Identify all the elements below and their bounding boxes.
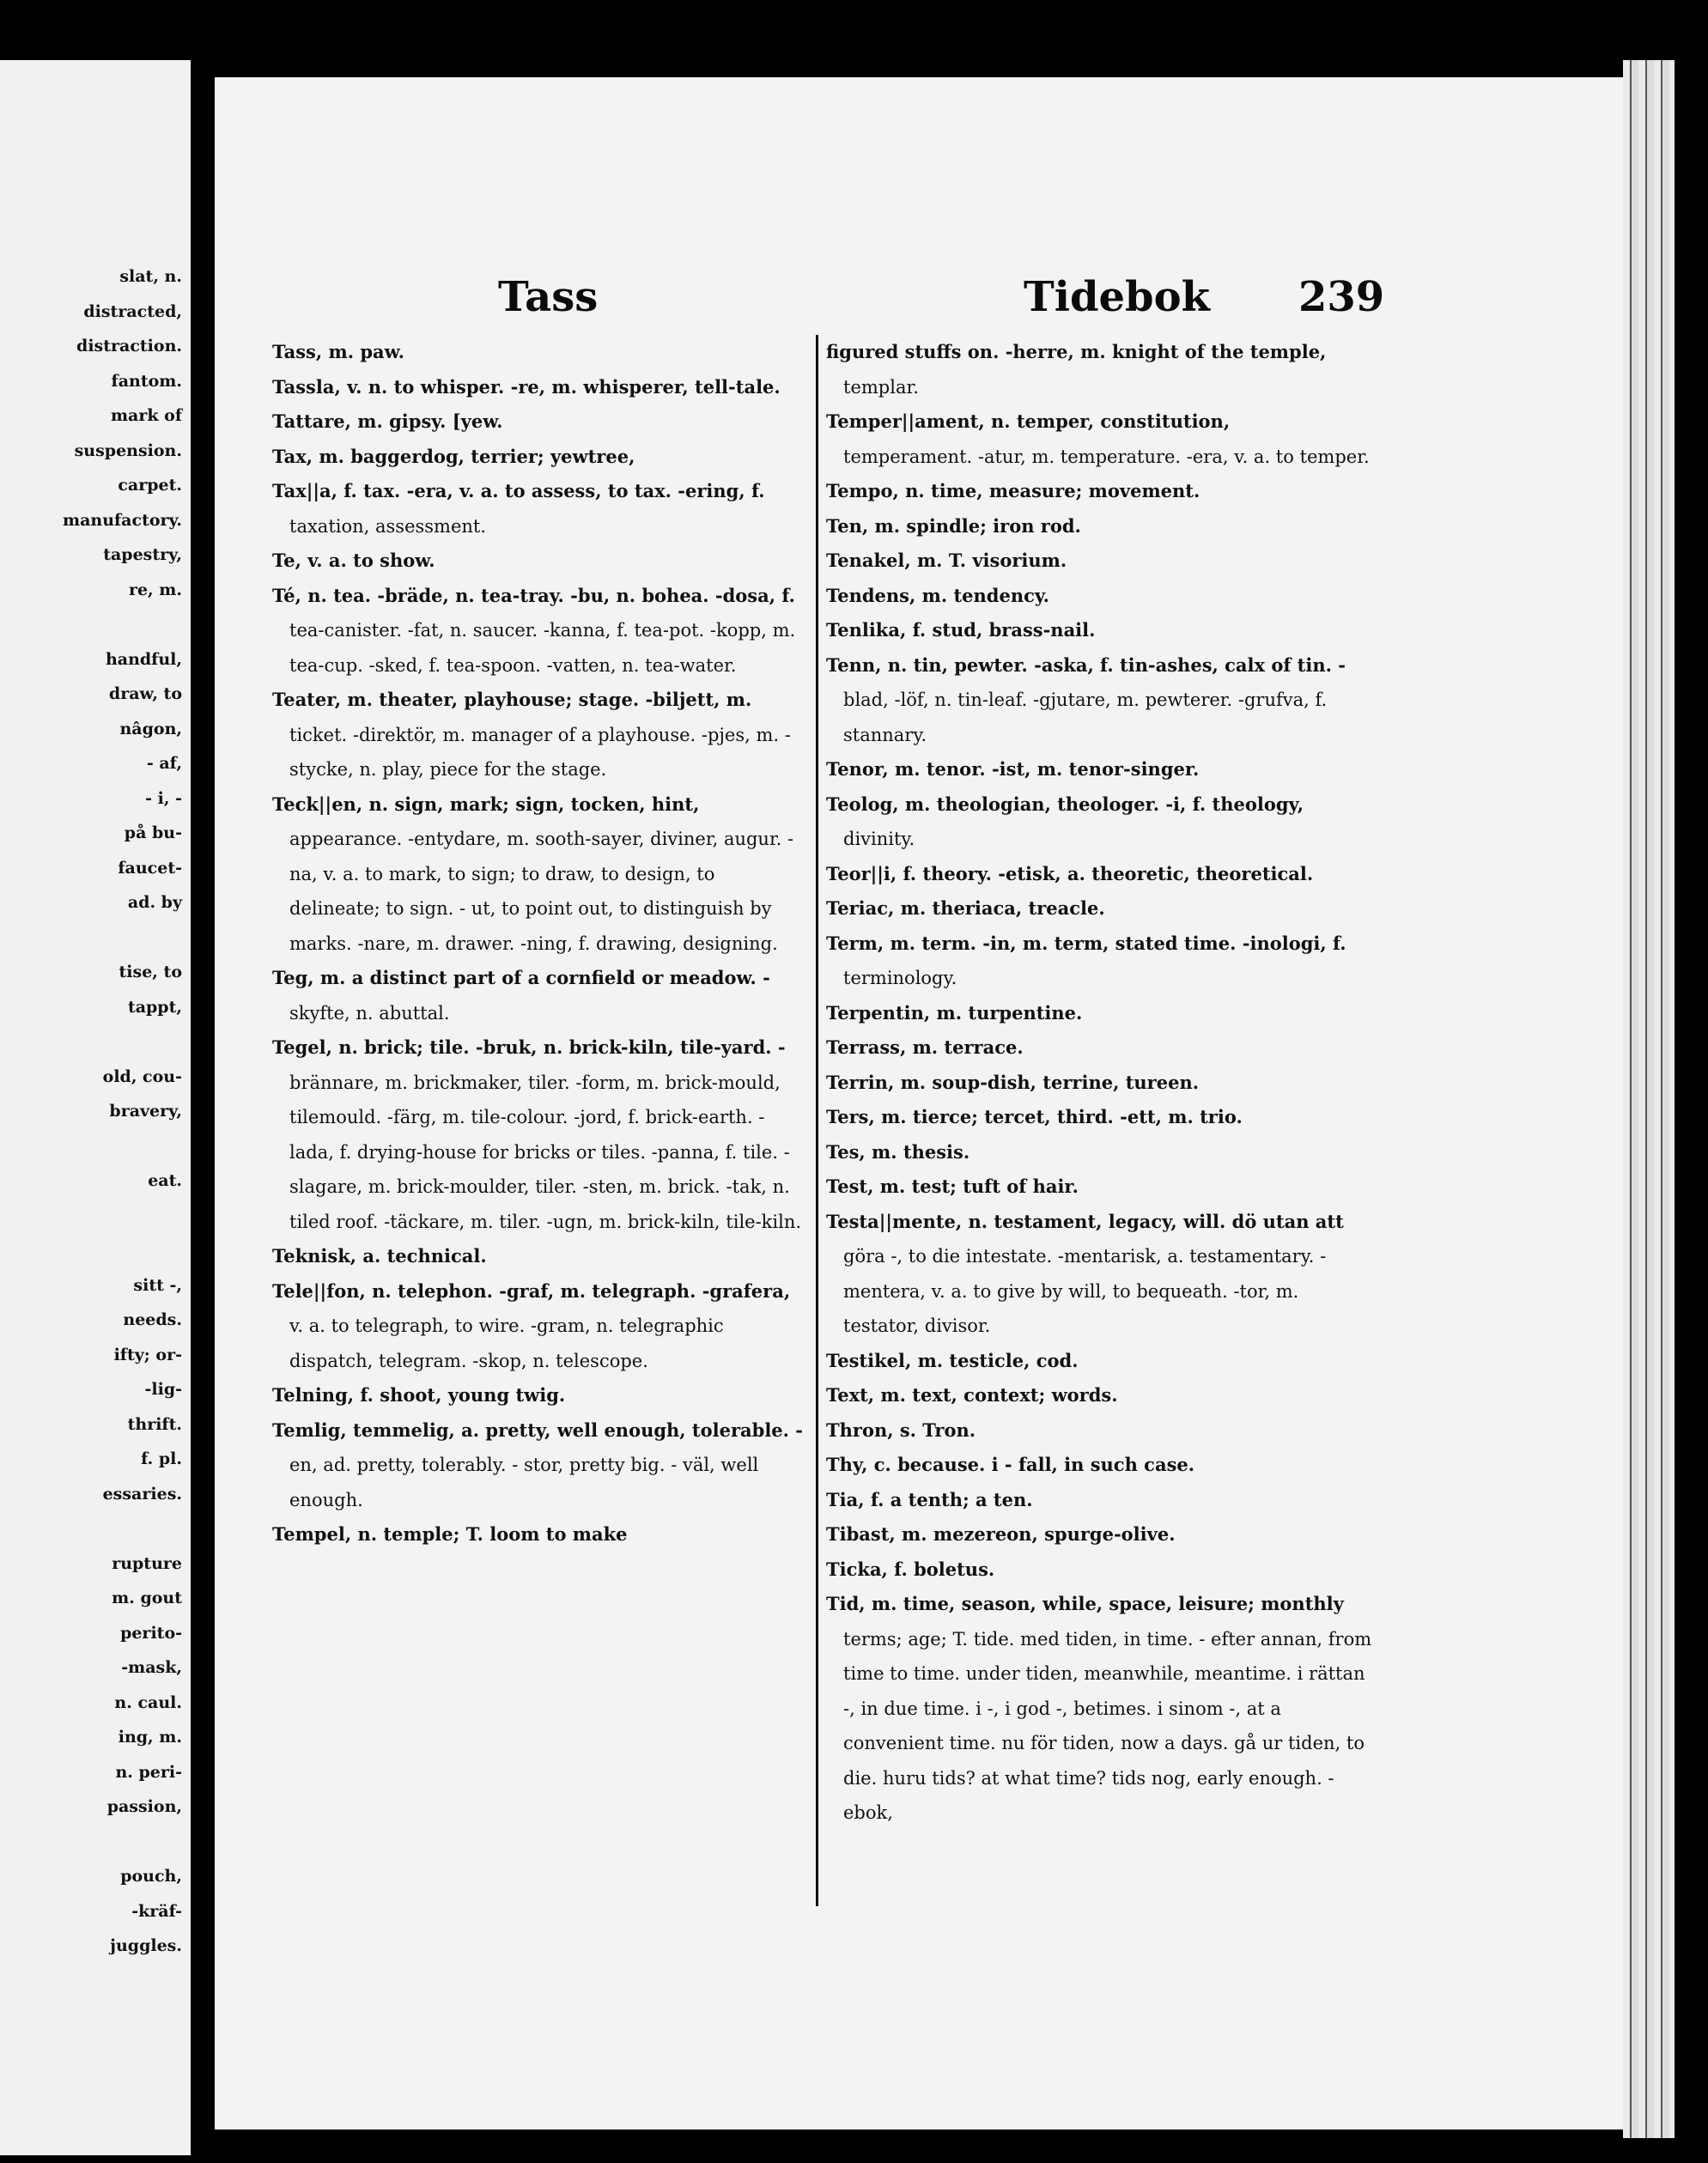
dictionary-entry: Terrin, m. soup-dish, terrine, tureen. [826,1071,1200,1093]
fragment-line: ing, m. [118,1728,182,1747]
fragment-line [2,607,182,642]
dictionary-entry: Temper||ament, n. temper, constitution, temperament. -atur, m. temperature. -era, v. a. to temper. [826,410,1370,467]
fragment-line: pouch, [120,1867,182,1886]
fragment-line: passion, [106,1797,182,1816]
fragment-line: sitt -, [133,1275,182,1295]
dictionary-entry: Tass, m. paw. [272,341,404,362]
book-gutter [191,0,215,2163]
dictionary-entry: Té, n. tea. -bräde, n. tea-tray. -bu, n. bohea. -dosa, f. tea-canister. -fat, n. saucer. -kanna, f. tea-pot. -kopp, m. tea-cup. -sked, f. tea-spoon. -vatten, n. tea-water. [272,584,796,676]
dictionary-entry: Tenakel, m. T. visorium. [826,550,1067,571]
fragment-line: faucet- [118,858,182,878]
dictionary-entry: Temlig, temmelig, a. pretty, well enough, tolerable. -en, ad. pretty, tolerably. - stor, pretty big. - väl, well enough. [272,1419,803,1510]
dictionary-entry: Tes, m. thesis. [826,1140,970,1163]
fragment-line: eat. [148,1171,182,1190]
dictionary-entry: Teolog, m. theologian, theologer. -i, f. theology, divinity. [826,793,1304,849]
fragment-line: essaries. [102,1484,182,1504]
fragment-line: perito- [120,1623,182,1643]
column-divider [816,335,818,1906]
dictionary-entry: Tassla, v. n. to whisper. -re, m. whisperer, tell-tale. [272,375,781,398]
dictionary-entry: Tid, m. time, season, while, space, leisure; monthly terms; age; T. tide. med tiden, in time. - efter annan, from time to time. under tiden, meanwhile, meantime. i rättan -, in due time. i -, i god -, betimes. i sinom -, at a convenient time. nu för tiden, now a days. gå ur tiden, to die. huru tids? at what time? tids nog, early enough. -ebok, [826,1593,1372,1823]
dictionary-entry: Terpentin, m. turpentine. [826,1001,1083,1024]
fragment-line: old, cou- [102,1066,182,1086]
fragment-line: n. caul. [114,1692,182,1712]
dictionary-entry: Text, m. text, context; words. [826,1384,1118,1406]
fragment-line: carpet. [118,476,182,495]
fragment-line: n. peri- [115,1762,182,1782]
fragment-line: re, m. [128,580,182,599]
fragment-line: - af, [146,754,182,773]
fragment-line [2,1199,182,1234]
dictionary-entry: Terrass, m. terrace. [826,1036,1024,1058]
fragment-line: nâgon, [119,719,182,738]
dictionary-entry: Thy, c. because. i - fall, in such case. [826,1454,1195,1475]
fragment-line: bravery, [109,1102,182,1121]
fragment-line: ad. by [127,893,182,912]
fragment-line: thrift. [127,1414,182,1434]
dictionary-entry: Tax||a, f. tax. -era, v. a. to assess, to tax. -ering, f. taxation, assessment. [272,480,765,537]
dictionary-entry: Tia, f. a tenth; a ten. [826,1488,1033,1510]
dictionary-entry: Term, m. term. -in, m. term, stated time. -inologi, f. terminology. [826,932,1346,988]
fragment-line [2,1825,182,1860]
fragment-line [2,1129,182,1164]
dictionary-entry: figured stuffs on. -herre, m. knight of the temple, templar. [826,341,1327,398]
dictionary-entry: Ten, m. spindle; iron rod. [826,514,1081,537]
dictionary-entry: Tendens, m. tendency. [826,584,1049,606]
dictionary-entry: Testa||mente, n. testament, legacy, will. dö utan att göra -, to die intestate. -mentarisk, a. testamentary. -mentera, v. a. to give by will, to bequeath. -tor, m. testator, divisor. [826,1210,1344,1336]
fragment-line: distracted, [83,301,182,321]
dictionary-entry: Tibast, m. mezereon, spurge-olive. [826,1523,1176,1545]
running-head [215,273,1623,325]
dictionary-entry: Tempo, n. time, measure; movement. [826,480,1200,501]
fragment-line: m. gout [112,1589,182,1607]
fragment-line: mark of [110,406,182,425]
dictionary-entry: Tax, m. baggerdog, terrier; yewtree, [272,445,635,467]
dictionary-entry: Tenn, n. tin, pewter. -aska, f. tin-ashes, calx of tin. -blad, -löf, n. tin-leaf. -gjutare, m. pewterer. -grufva, f. stannary. [826,653,1346,745]
dictionary-entry: Teknisk, a. technical. [272,1245,487,1267]
fragment-line: needs. [123,1310,182,1329]
fragment-line: f. pl. [141,1449,182,1468]
fragment-line: slat, n. [119,267,182,286]
fragment-line: handful, [105,649,182,669]
dictionary-entry: Ticka, f. boletus. [826,1558,995,1580]
fragment-line: juggles. [110,1936,182,1955]
fragment-line [2,1233,182,1268]
fragment-line: distraction. [76,337,182,355]
fragment-line: rupture [112,1553,182,1573]
fragment-line: tapestry, [103,545,182,564]
dictionary-entry: Tenor, m. tenor. -ist, m. tenor-singer. [826,758,1200,780]
fragment-line: tappt, [127,997,182,1017]
dictionary-entry: Teg, m. a distinct part of a cornfield or meadow. -skyfte, n. abuttal. [272,967,770,1024]
fragment-line [2,920,182,956]
dictionary-entry: Ters, m. tierce; tercet, third. -ett, m. trio. [826,1106,1243,1127]
fragment-line [2,1511,182,1546]
dictionary-entry: Test, m. test; tuft of hair. [826,1176,1079,1197]
facing-page-fragments [2,259,182,1964]
dictionary-entry: Tenlika, f. stud, brass-nail. [826,619,1096,641]
running-head-left-word: Tass [498,273,599,321]
dictionary-entry: Tattare, m. gipsy. [yew. [272,410,503,432]
fragment-line: draw, to [108,684,182,703]
dictionary-entry: Tegel, n. brick; tile. -bruk, n. brick-kiln, tile-yard. -brännare, m. brickmaker, tiler. -form, m. brick-mould, tilemould. -färg, m. tile-colour. -jord, f. brick-earth. -lada, f. drying-house for bricks or tiles. -panna, f. tile. -slagare, m. brick-moulder, tiler. -sten, m. brick. -tak, n. tiled roof. -täckare, m. tiler. -ugn, m. brick-kiln, tile-kiln. [272,1036,802,1232]
dictionary-page [215,77,1623,2130]
dictionary-entry: Testikel, m. testicle, cod. [826,1349,1079,1371]
fragment-line: -lig- [144,1380,182,1399]
fragment-line: manufactory. [62,510,182,530]
fragment-line: -kräf- [131,1901,182,1921]
dictionary-entry: Tele||fon, n. telephon. -graf, m. telegraph. -grafera, v. a. to telegraph, to wire. -gram, n. telegraphic dispatch, telegram. -skop, n. telescope. [272,1279,791,1371]
fragment-line: -mask, [121,1658,182,1677]
dictionary-entry: Tempel, n. temple; T. loom to make [272,1523,628,1545]
fragment-line: tise, to [119,963,182,981]
fragment-line: fantom. [111,371,182,391]
page-edges [1623,60,1675,2138]
page-number: 239 [1298,273,1385,321]
fragment-line: suspension. [74,440,182,460]
dictionary-entry: Teriac, m. theriaca, treacle. [826,897,1105,919]
fragment-line: ifty; or- [113,1345,182,1364]
dictionary-entry: Te, v. a. to show. [272,550,435,571]
dictionary-entry: Thron, s. Tron. [826,1419,976,1441]
entries-column-right [826,335,1376,1831]
dictionary-entry: Teck||en, n. sign, mark; sign, tocken, hint, appearance. -entydare, m. sooth-sayer, diviner, augur. -na, v. a. to mark, to sign; to draw, to design, to delineate; to sign. - ut, to point out, to distinguish by marks. -nare, m. drawer. -ning, f. drawing, designing. [272,793,794,954]
entries-column-left [272,335,809,1552]
fragment-line: - i, - [145,788,182,808]
fragment-line [2,1024,182,1060]
dictionary-entry: Teor||i, f. theory. -etisk, a. theoretic, theoretical. [826,862,1314,884]
dictionary-entry: Telning, f. shoot, young twig. [272,1384,566,1406]
facing-page-left [0,60,191,2155]
running-head-right-word: Tidebok [1024,273,1210,321]
dictionary-entry: Teater, m. theater, playhouse; stage. -biljett, m. ticket. -direktör, m. manager of a playhouse. -pjes, m. -stycke, n. play, piece for the stage. [272,689,791,780]
fragment-line: på bu- [124,823,182,842]
